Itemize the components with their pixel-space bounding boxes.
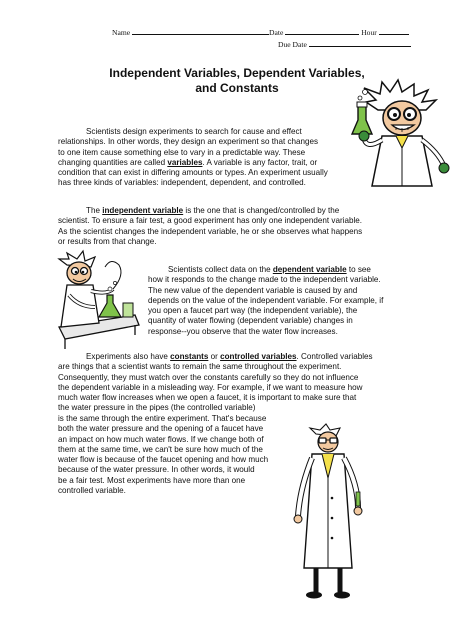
- text-run: . Controlled variables: [296, 352, 373, 361]
- due-date-label: Due Date: [278, 40, 307, 49]
- text-line: has three kinds of variables: independent, dependent, and controlled.: [58, 178, 306, 188]
- text-line: scientist. To ensure a fair test, a good experiment has only one independent variable.: [58, 216, 363, 226]
- text-line: the water pressure in the pipes (the controlled variable): [58, 403, 256, 413]
- paragraph-variables: [58, 127, 328, 189]
- name-field-row: [112, 27, 409, 37]
- text-line: the dependent variable in a misleading way. For example, if we want to measure how: [58, 382, 363, 392]
- text-run: The: [86, 206, 103, 215]
- text-line: or results from that change.: [58, 236, 157, 246]
- text-line: to one item cause something else to vary in a predictable way. These: [58, 147, 306, 157]
- paragraph-independent: [58, 206, 362, 247]
- text-run: to see: [346, 265, 371, 274]
- text-line: because of the water pressure. In other words, it would: [58, 465, 255, 475]
- text-line: you open a faucet part way (the independent variable), the: [148, 306, 358, 316]
- text-line: is the same through the entire experiment. That's because: [58, 414, 267, 423]
- text-line: both the water pressure and the opening of a faucet have: [58, 424, 264, 434]
- text-line: As the scientist changes the independent variable, he or she observes what happens: [58, 226, 363, 236]
- text-line: depends on the value of the independent variable. For example, if: [148, 295, 384, 305]
- text-line: relationships. In other words, they design an experiment so that changes: [58, 137, 319, 147]
- text-line: them at the same time, we can't be sure how much of the: [58, 444, 263, 454]
- text-line: [58, 352, 373, 362]
- text-run: . A variable is any factor, trait, or: [202, 157, 318, 167]
- text-run: Scientists collect data on the: [168, 265, 273, 274]
- title-line-2: and Constants: [195, 81, 279, 95]
- paragraph-dependent: [148, 265, 383, 337]
- hour-label: Hour: [361, 28, 377, 37]
- text-line: an impact on how much water flows. If we change both of: [58, 434, 264, 444]
- date-blank[interactable]: [285, 27, 359, 35]
- text-line: response--you observe that the water flow increases.: [148, 326, 338, 336]
- title-line-1: Independent Variables, Dependent Variables,: [109, 66, 365, 80]
- text-line: Scientists design experiments to search for cause and effect: [86, 127, 302, 136]
- text-line: The new value of the dependent variable is caused by and: [148, 285, 358, 295]
- paragraph-constants-cont: [58, 414, 268, 496]
- text-line: are things that a scientist wants to remain the same throughout the experiment.: [58, 362, 342, 372]
- keyword-controlled-variables: controlled variables: [220, 352, 297, 361]
- keyword-constants: constants: [170, 352, 209, 361]
- text-run: Experiments also have: [86, 352, 171, 361]
- text-line: [148, 265, 383, 275]
- mad-scientist-flask-illustration: [356, 80, 452, 188]
- name-label: Name: [112, 28, 131, 37]
- text-run: changing quantities are called: [58, 157, 168, 167]
- due-date-blank[interactable]: [309, 39, 411, 47]
- text-line: controlled variable.: [58, 486, 126, 496]
- text-run: is the one that is changed/controlled by the: [183, 206, 340, 215]
- due-date-row: [278, 39, 411, 49]
- paragraph-constants: [58, 352, 373, 414]
- text-line: quantity of water flowing (dependent variable) changes in: [148, 316, 353, 326]
- scientist-lab-bench-illustration: [55, 255, 141, 351]
- date-label: Date: [269, 28, 284, 37]
- text-line: much water flow increases when we open a faucet, it is important to make sure that: [58, 393, 357, 403]
- text-line: how it responds to the change made to the independent variable.: [148, 275, 381, 285]
- text-line: [58, 206, 362, 216]
- standing-scientist-illustration: [292, 428, 364, 602]
- keyword-independent-variable: independent variable: [102, 206, 184, 215]
- text-line: [58, 158, 328, 168]
- text-line: be a fair test. Most experiments have more than one: [58, 475, 246, 485]
- text-line: Consequently, they must watch over the constants carefully so they do not influence: [58, 372, 359, 382]
- keyword-variables: variables: [167, 157, 203, 167]
- text-line: condition that can exist in differing amounts or types. An experiment usually: [58, 168, 328, 178]
- text-line: water flow is because of the faucet opening and how much: [58, 455, 269, 465]
- keyword-dependent-variable: dependent variable: [272, 265, 347, 274]
- hour-blank[interactable]: [379, 27, 409, 35]
- text-run: or: [208, 352, 221, 361]
- name-blank[interactable]: [132, 27, 269, 35]
